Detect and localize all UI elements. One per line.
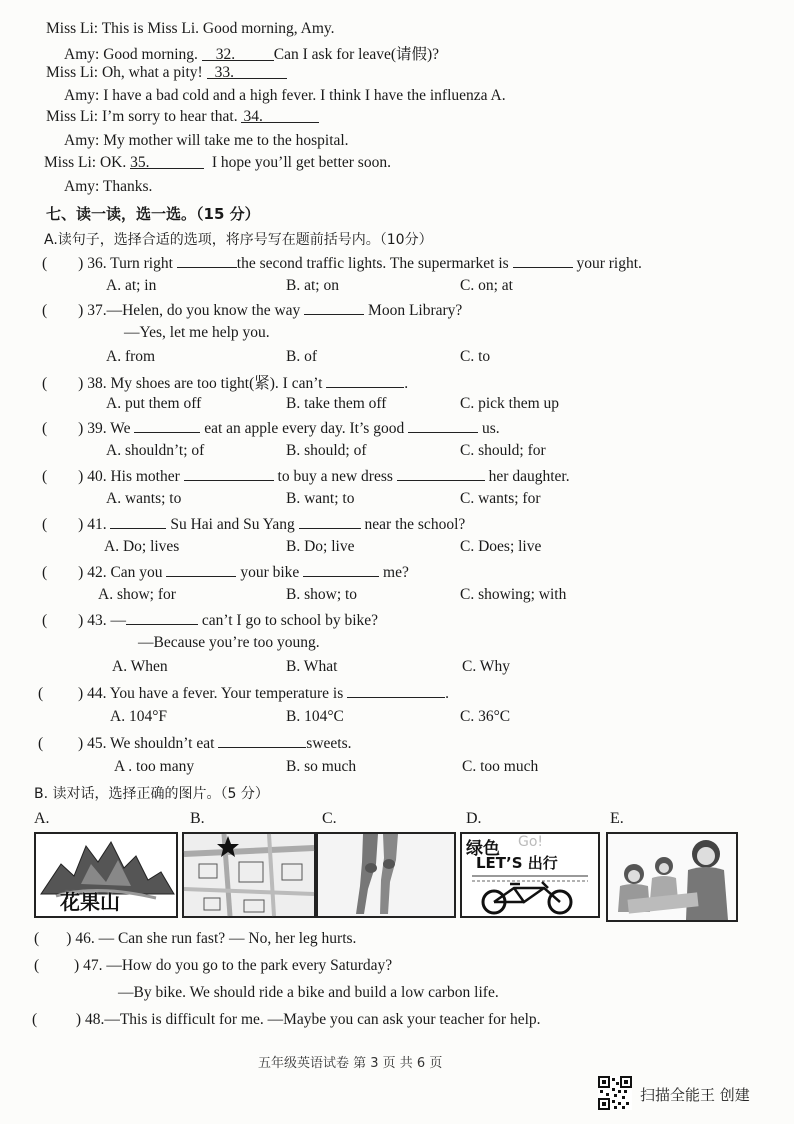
poster-subtitle: LET’S 出行 (476, 854, 558, 872)
q43-option-a[interactable]: A. When (112, 658, 168, 675)
mountain-caption: 花果山 (60, 890, 120, 914)
q42-option-c[interactable]: C. showing; with (460, 586, 567, 603)
answer-bracket[interactable]: ( (42, 612, 79, 629)
picture-label-b: B. (190, 810, 205, 827)
q37-reply: —Yes, let me help you. (124, 324, 270, 341)
q41-option-c[interactable]: C. Does; live (460, 538, 542, 555)
answer-blank-34[interactable]: 34. (241, 108, 319, 123)
dialog-line-3: Miss Li: Oh, what a pity! 33. (46, 64, 287, 82)
poster-go-icon: Go! (518, 834, 544, 850)
q39-option-a[interactable]: A. shouldn’t; of (106, 442, 205, 459)
question-48: ( ) 48.—This is difficult for me. —Maybe you can ask your teacher for help. (32, 1011, 541, 1028)
q39-option-c[interactable]: C. should; for (460, 442, 546, 459)
q42-option-a[interactable]: A. show; for (98, 586, 176, 603)
question-36: ( ) 36. Turn right the second traffic lights. The supermarket is your right. (42, 255, 642, 272)
q44-option-b[interactable]: B. 104°C (286, 708, 344, 725)
answer-bracket[interactable]: ( (42, 375, 79, 392)
dialog-line-8: Amy: Thanks. (64, 178, 153, 195)
q37-option-c[interactable]: C. to (460, 348, 491, 365)
question-37: ( ) 37.—Helen, do you know the way Moon Library? (42, 302, 463, 319)
section-title: 七、读一读，选一选。（15 分） (46, 205, 260, 223)
part-b-instruction: B. 读对话，选择正确的图片。（5 分） (34, 786, 269, 802)
q38-option-c[interactable]: C. pick them up (460, 395, 560, 412)
answer-blank-35[interactable]: 35. (130, 154, 204, 169)
dialog-line-7: Miss Li: OK. 35. I hope you’ll get better soon. (44, 154, 391, 171)
answer-bracket[interactable]: ( (38, 735, 79, 752)
q40-option-b[interactable]: B. want; to (286, 490, 355, 507)
q38-option-b[interactable]: B. take them off (286, 395, 387, 412)
answer-bracket[interactable]: ( (42, 302, 79, 319)
answer-bracket[interactable]: ( (38, 685, 79, 702)
question-39: ( ) 39. We eat an apple every day. It’s good us. (42, 420, 500, 437)
picture-label-e: E. (610, 810, 624, 827)
dialog-line-4: Amy: I have a bad cold and a high fever. I think I have the influenza A. (64, 87, 506, 104)
picture-label-c: C. (322, 810, 337, 827)
answer-blank-32[interactable]: 32. (202, 46, 274, 61)
answer-bracket[interactable]: ( (42, 516, 79, 533)
q43-option-b[interactable]: B. What (286, 658, 338, 675)
q40-option-a[interactable]: A. wants; to (106, 490, 182, 507)
answer-bracket[interactable]: ( (34, 957, 75, 974)
q36-option-c[interactable]: C. on; at (460, 277, 513, 294)
q41-option-b[interactable]: B. Do; live (286, 538, 355, 555)
q47-reply: —By bike. We should ride a bike and build a low carbon life. (118, 984, 499, 1001)
q37-option-a[interactable]: A. from (106, 348, 156, 365)
q44-option-a[interactable]: A. 104°F (110, 708, 168, 725)
scanner-watermark: 扫描全能王 创建 (640, 1086, 750, 1104)
dialog-line-2: Amy: Good morning. 32. Can I ask for leave(请假)? (64, 46, 440, 63)
question-44: ( ) 44. You have a fever. Your temperature is . (38, 685, 449, 702)
q45-option-c[interactable]: C. too much (462, 758, 539, 775)
map-picture[interactable] (182, 832, 316, 918)
q39-option-b[interactable]: B. should; of (286, 442, 367, 459)
q36-option-a[interactable]: A. at; in (106, 277, 157, 294)
question-41: ( ) 41. Su Hai and Su Yang near the school? (42, 516, 466, 533)
question-40: ( ) 40. His mother to buy a new dress her daughter. (42, 468, 570, 485)
picture-label-d: D. (466, 810, 482, 827)
q36-option-b[interactable]: B. at; on (286, 277, 339, 294)
question-46: ( ) 46. — Can she run fast? — No, her leg hurts. (34, 930, 357, 947)
answer-bracket[interactable]: ( (34, 930, 67, 947)
question-38: ( ) 38. My shoes are too tight(紧). I can’t . (42, 375, 409, 392)
question-45: ( ) 45. We shouldn’t eat sweets. (38, 735, 352, 752)
q37-option-b[interactable]: B. of (286, 348, 317, 365)
answer-bracket[interactable]: ( (42, 420, 79, 437)
part-a-instruction: A.读句子，选择合适的选项，将序号写在题前括号内。（10分） (44, 232, 433, 248)
running-legs-picture[interactable] (316, 832, 456, 918)
question-43: ( ) 43. — can’t I go to school by bike? (42, 612, 379, 629)
answer-bracket[interactable]: ( (32, 1011, 76, 1028)
q40-option-c[interactable]: C. wants; for (460, 490, 541, 507)
q44-option-c[interactable]: C. 36°C (460, 708, 511, 725)
poster-title: 绿色 (466, 839, 500, 859)
dialog-line-5: Miss Li: I’m sorry to hear that. 34. (46, 108, 319, 126)
answer-bracket[interactable]: ( (42, 564, 79, 581)
q43-option-c[interactable]: C. Why (462, 658, 510, 675)
mountain-picture[interactable] (34, 832, 178, 918)
picture-label-a: A. (34, 810, 50, 827)
question-42: ( ) 42. Can you your bike me? (42, 564, 409, 581)
page-footer: 五年级英语试卷 第 3 页 共 6 页 (258, 1056, 443, 1071)
q43-reply: —Because you’re too young. (138, 634, 320, 651)
q42-option-b[interactable]: B. show; to (286, 586, 358, 603)
teacher-students-picture[interactable] (606, 832, 738, 922)
answer-bracket[interactable]: ( (42, 255, 79, 272)
dialog-line-6: Amy: My mother will take me to the hospital. (64, 132, 349, 149)
bicycle-poster-picture[interactable] (460, 832, 600, 918)
q45-option-b[interactable]: B. so much (286, 758, 357, 775)
q41-option-a[interactable]: A. Do; lives (104, 538, 180, 555)
q45-option-a[interactable]: A . too many (114, 758, 195, 775)
qr-code-icon (598, 1076, 632, 1110)
answer-blank-33[interactable]: 33. (207, 64, 287, 79)
q38-option-a[interactable]: A. put them off (106, 395, 202, 412)
dialog-line-1: Miss Li: This is Miss Li. Good morning, Amy. (46, 20, 335, 37)
question-47: ( ) 47. —How do you go to the park every Saturday? (34, 957, 393, 974)
answer-bracket[interactable]: ( (42, 468, 79, 485)
